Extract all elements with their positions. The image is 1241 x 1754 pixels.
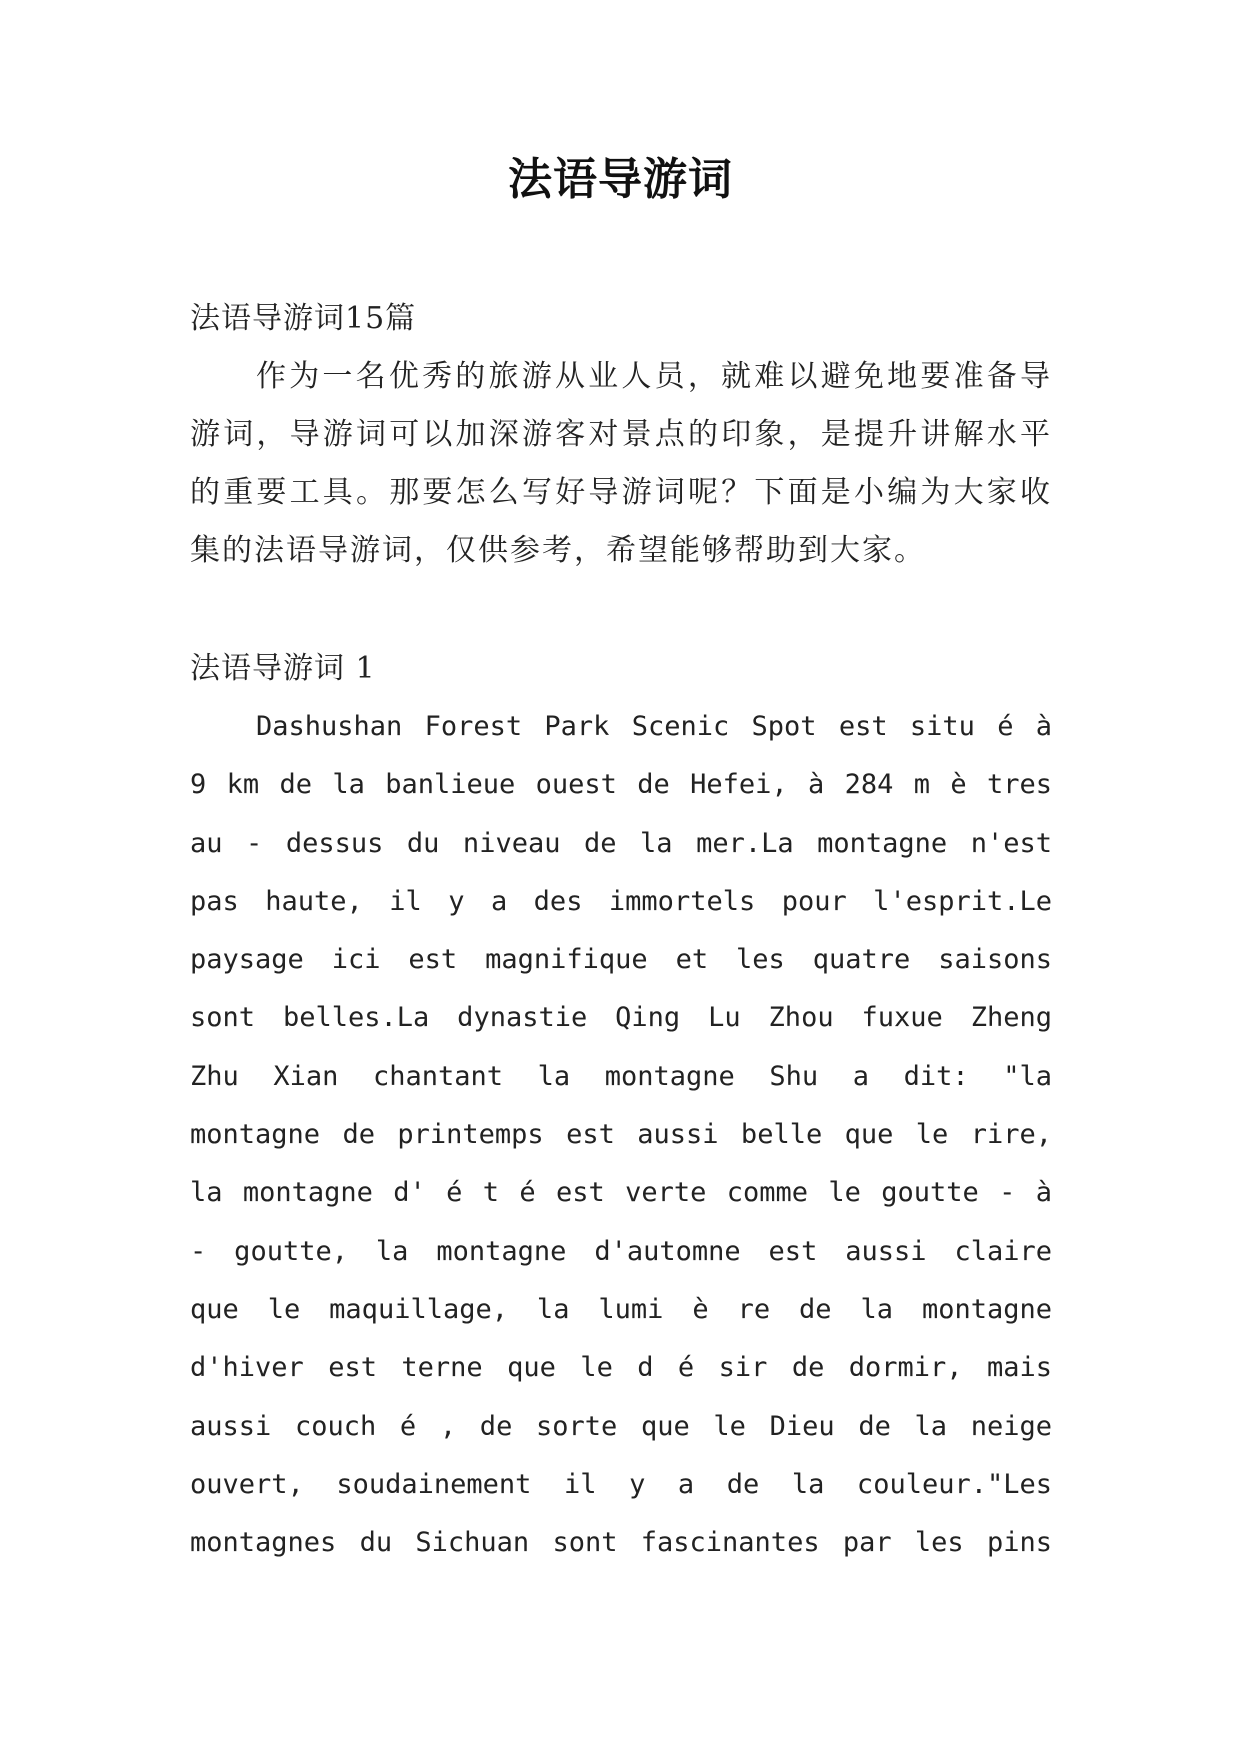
french-paragraph [190,698,1052,1572]
body-line: ouvert, soudainement il y a de la couleur."Les [190,1468,1052,1500]
body-line: aussi couch é , de sorte que le Dieu de la neige [190,1410,1052,1442]
body-line: paysage ici est magnifique et les quatre saisons [190,944,1052,976]
paragraph-gap [190,580,1052,640]
body-line: Dashushan Forest Park Scenic Spot est situ é à [256,711,1052,742]
body-line: la montagne d' é t é est verte comme le goutte - à [190,1177,1052,1209]
body-line: au - dessus du niveau de la mer.La montagne n'est [190,827,1052,859]
intro-line: 集的法语导游词，仅供参考，希望能够帮助到大家。 [190,533,926,568]
document-subtitle: 法语导游词15篇 [190,301,417,336]
document-body [190,290,1052,1572]
intro-line: 游词，导游词可以加深游客对景点的印象，是提升讲解水平 [190,417,1052,452]
body-line: montagne de printemps est aussi belle que le rire, [190,1119,1052,1151]
body-line: pas haute, il y a des immortels pour l'esprit.Le [190,885,1052,917]
body-line: montagnes du Sichuan sont fascinantes par les pins [190,1527,1052,1559]
body-line: 9 km de la banlieue ouest de Hefei, à 284 m è tres [190,769,1052,801]
body-line: Zhu Xian chantant la montagne Shu a dit: "la [190,1060,1052,1092]
document-title: 法语导游词 [508,154,733,205]
body-line: que le maquillage, la lumi è re de la montagne [190,1293,1052,1325]
body-line: sont belles.La dynastie Qing Lu Zhou fuxue Zheng [190,1002,1052,1034]
body-line: d'hiver est terne que le d é sir de dormir, mais [190,1352,1052,1384]
intro-line: 的重要工具。那要怎么写好导游词呢？下面是小编为大家收 [190,475,1052,510]
intro-paragraph [190,348,1052,580]
body-line: - goutte, la montagne d'automne est aussi claire [190,1235,1052,1267]
intro-line: 作为一名优秀的旅游从业人员，就难以避免地要准备导 [256,359,1052,394]
section-heading: 法语导游词 1 [190,651,376,686]
